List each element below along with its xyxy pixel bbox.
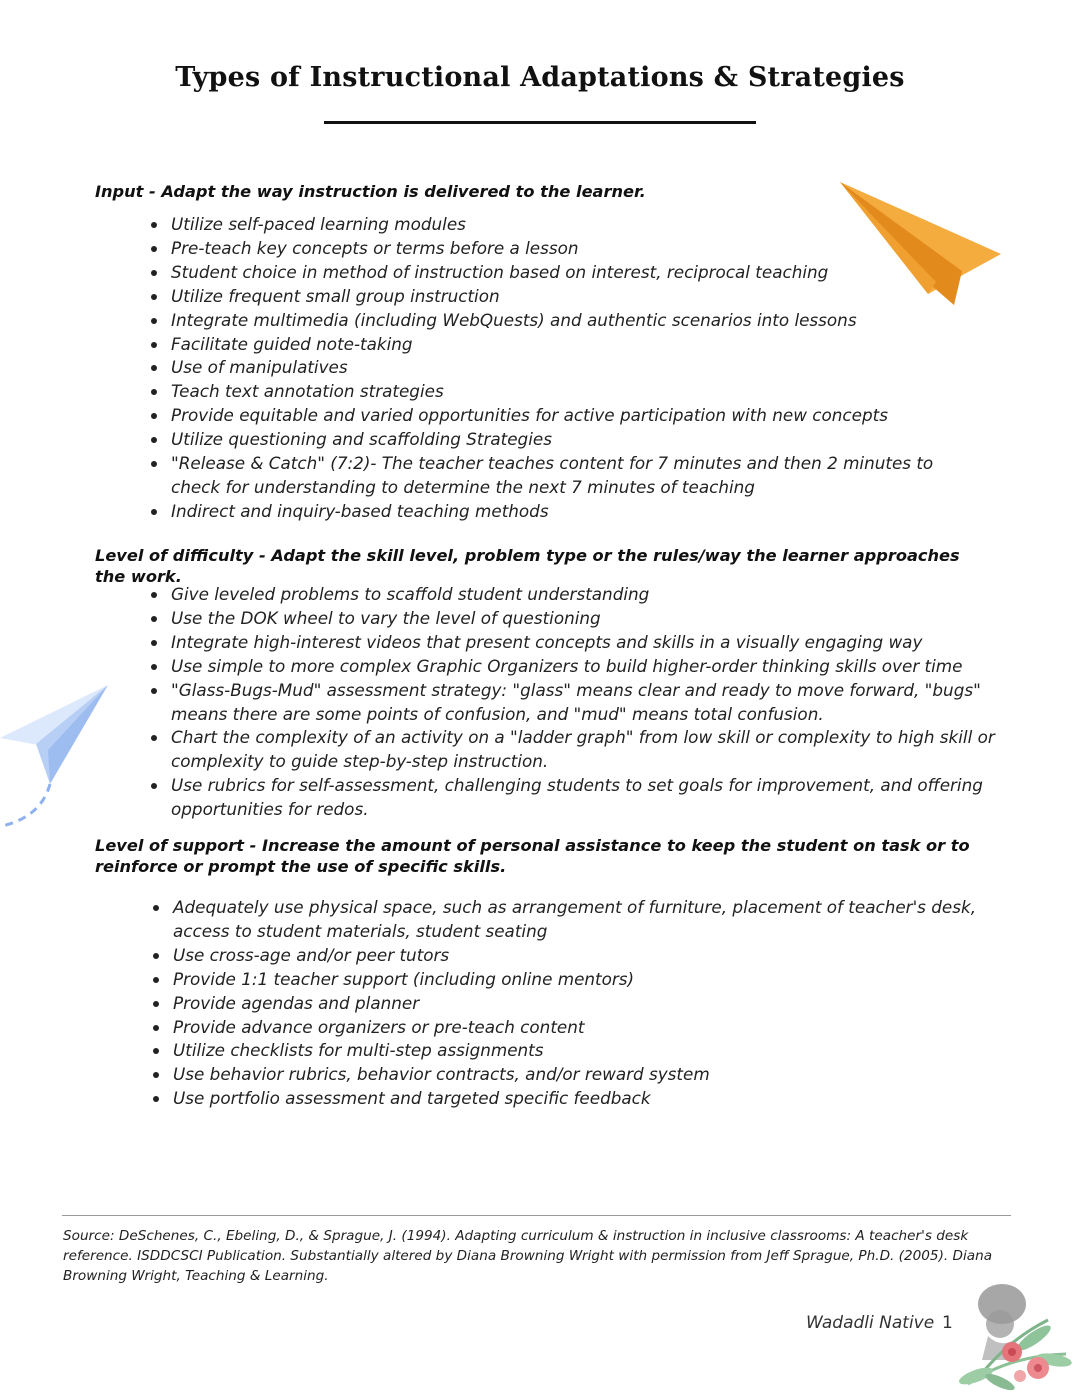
list-item: Student choice in method of instruction based on interest, reciprocal teaching xyxy=(171,261,971,285)
list-item: Provide 1:1 teacher support (including online mentors) xyxy=(173,968,1023,992)
section-heading-support: Level of support - Increase the amount of personal assistance to keep the student on task or to reinforce or prompt the use of specific skills. xyxy=(95,836,970,876)
list-item: Integrate high-interest videos that present concepts and skills in a visually engaging way xyxy=(171,631,1011,655)
list-item: Pre-teach key concepts or terms before a lesson xyxy=(171,237,971,261)
list-item: Utilize self-paced learning modules xyxy=(171,213,971,237)
source-citation: Source: DeSchenes, C., Ebeling, D., & Sprague, J. (1994). Adapting curriculum & instruction in inclusive classrooms: A teacher's desk reference. ISDDCSCI Publication. Substantially altered by Diana Browning Wright with permission from Jeff Sprague, Ph.D. (2005). Diana Browning Wright, Teaching & Learning. xyxy=(63,1228,993,1284)
list-item: Provide advance organizers or pre-teach content xyxy=(173,1016,1023,1040)
list-item: Provide equitable and varied opportunities for active participation with new concepts xyxy=(171,404,971,428)
list-item: Use the DOK wheel to vary the level of questioning xyxy=(171,607,1011,631)
list-item: Use behavior rubrics, behavior contracts, and/or reward system xyxy=(173,1063,1023,1087)
input-strategy-list xyxy=(151,213,971,524)
list-item: Use portfolio assessment and targeted specific feedback xyxy=(173,1087,1023,1111)
list-item: "Release & Catch" (7:2)- The teacher teaches content for 7 minutes and then 2 minutes to check for understanding to determine the next 7 minutes of teaching xyxy=(171,452,971,500)
brand-name: Wadadli Native xyxy=(806,1313,935,1333)
list-item: Teach text annotation strategies xyxy=(171,380,971,404)
section-heading-difficulty: Level of difficulty - Adapt the skill level, problem type or the rules/way the learner approaches the work. xyxy=(95,546,960,586)
list-item: Adequately use physical space, such as arrangement of furniture, placement of teacher's desk, access to student materials, student seating xyxy=(173,896,1023,944)
list-item: Facilitate guided note-taking xyxy=(171,333,971,357)
list-item: Use cross-age and/or peer tutors xyxy=(173,944,1023,968)
list-item: Utilize checklists for multi-step assignments xyxy=(173,1039,1023,1063)
list-item: Use of manipulatives xyxy=(171,356,971,380)
silhouette-floral-logo-icon xyxy=(948,1280,1076,1392)
list-item: Indirect and inquiry-based teaching methods xyxy=(171,500,971,524)
list-item: "Glass-Bugs-Mud" assessment strategy: "glass" means clear and ready to move forward, "bugs" means there are some points of confusion, and "mud" means total confusion. xyxy=(171,679,1011,727)
support-strategy-list xyxy=(153,896,1023,1111)
title-underline xyxy=(324,121,756,124)
list-item: Utilize frequent small group instruction xyxy=(171,285,971,309)
list-item: Integrate multimedia (including WebQuests) and authentic scenarios into lessons xyxy=(171,309,971,333)
list-item: Utilize questioning and scaffolding Strategies xyxy=(171,428,971,452)
list-item: Give leveled problems to scaffold student understanding xyxy=(171,583,1011,607)
list-item: Use simple to more complex Graphic Organizers to build higher-order thinking skills over time xyxy=(171,655,1011,679)
list-item: Chart the complexity of an activity on a "ladder graph" from low skill or complexity to high skill or complexity to guide step-by-step instruction. xyxy=(171,726,1011,774)
list-item: Provide agendas and planner xyxy=(173,992,1023,1016)
footer-divider xyxy=(62,1215,1011,1216)
list-item: Use rubrics for self-assessment, challenging students to set goals for improvement, and offering opportunities for redos. xyxy=(171,774,1011,822)
page-title: Types of Instructional Adaptations & Strategies xyxy=(175,62,905,93)
difficulty-strategy-list xyxy=(151,583,1011,822)
section-heading-input: Input - Adapt the way instruction is delivered to the learner. xyxy=(95,182,646,201)
paper-plane-icon xyxy=(0,680,115,830)
page-number: 1 xyxy=(942,1313,953,1333)
